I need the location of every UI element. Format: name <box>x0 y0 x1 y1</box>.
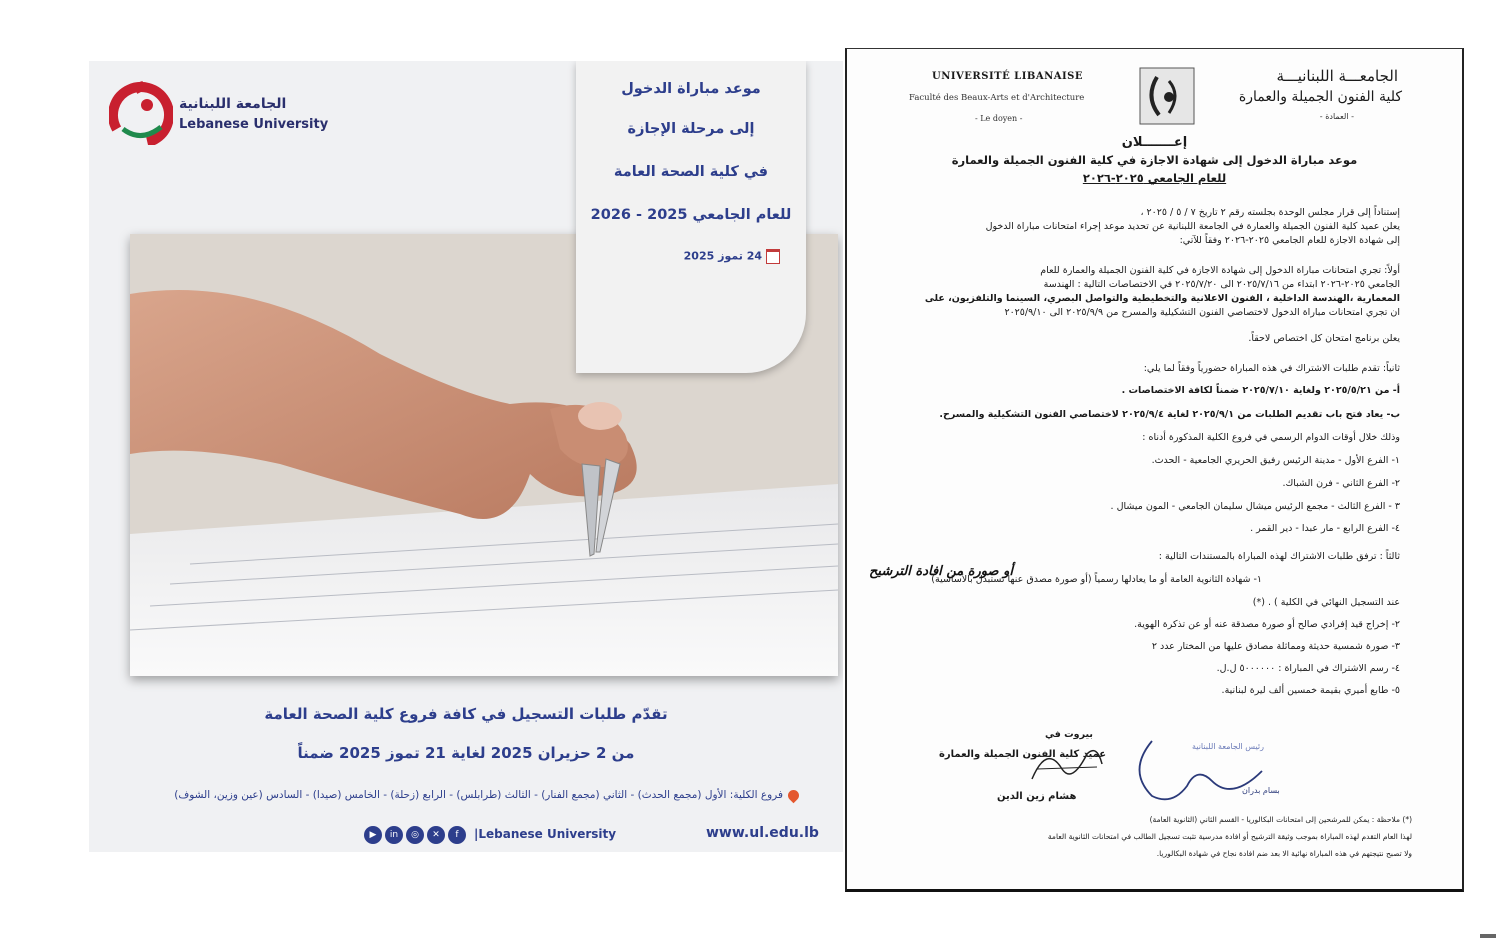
instagram-icon[interactable]: ◎ <box>406 826 424 844</box>
university-logo[interactable] <box>109 81 369 146</box>
header-faculty-ar: كلية الفنون الجميلة والعمارة <box>1238 89 1402 105</box>
intro-line-2: يعلن عميد كلية الفنون الجميلة والعمارة في الجامعة اللبنانية عن تحديد موعد إجراء امتحانات مباراة الدخول <box>985 221 1400 232</box>
first-line-2: الجامعي ٢٠٢٥-٢٠٢٦ ابتداء من ٢٠٢٥/٧/١٦ الى ٢٠٢٥/٧/٢٠ في الاختصاصات التالية : الهندسة <box>1043 279 1400 290</box>
third-line-2: ١- شهادة الثانوية العامة أو ما يعادلها رسمياً (أو صورة مصدق عنها تستبدل بالأساسية) <box>931 574 1262 585</box>
handwritten-note: أو صورة من افادة الترشيح <box>869 564 1013 579</box>
header-dean-ar: - العمادة - <box>1319 112 1354 121</box>
signature-name: هشام زين الدين <box>997 791 1077 802</box>
official-announcement-document <box>845 48 1464 892</box>
intro-line-3: إلى شهادة الاجازة للعام الجامعي ٢٠٢٥-٢٠٢٦ وفقاً للآتي: <box>1179 235 1400 246</box>
second-line-7: ٣ - الفرع الثالث - مجمع الرئيس ميشال سليمان الجامعي - المون ميشال . <box>1110 501 1400 512</box>
card-title-line-2: إلى مرحلة الإجازة <box>627 121 755 137</box>
header-faculty-fr: Faculté des Beaux-Arts et d'Architecture <box>909 93 1085 103</box>
branches-list <box>149 789 799 801</box>
second-line-3: ب- يعاد فتح باب تقديم الطلبات من ٢٠٢٥/٩/١ لغاية ٢٠٢٥/٩/٤ لاختصاصي الفنون التشكيلية والمسرح. <box>939 409 1400 420</box>
exam-date-text: 24 تموز 2025 <box>683 249 762 263</box>
second-line-8: ٤- الفرع الرابع - مار عبدا - دير القمر . <box>1250 523 1400 534</box>
location-pin-icon <box>786 787 802 803</box>
branches-text: فروع الكلية: الأول (مجمع الحدث) - الثاني (مجمع الفنار) - الثالث (طرابلس) - الرابع (زحلة) - الخامس (صيدا) - السادس (عين وزين، الشوف) <box>174 789 783 801</box>
subject-line-2: للعام الجامعي ٢٠٢٥-٢٠٢٦ <box>1082 171 1227 185</box>
third-line-7: ٥- طابع أميري بقيمة خمسين ألف ليرة لبنانية. <box>1221 685 1400 696</box>
x-twitter-icon[interactable]: ✕ <box>427 826 445 844</box>
exam-date <box>684 249 780 264</box>
registration-line-1: تقدّم طلبات التسجيل في كافة فروع كلية الصحة العامة <box>264 705 668 723</box>
third-line-3: عند التسجيل النهائي في الكلية ) . (*) <box>1252 597 1400 608</box>
dean-signature-icon <box>1027 739 1107 789</box>
first-line-4: ان تجري امتحانات مباراة الدخول لاختصاصي الفنون التشكيلية والمسرح من ٢٠٢٥/٩/٩ الى ٢٠٢٥/٩/١٠ <box>1004 307 1400 318</box>
calendar-icon <box>766 249 780 264</box>
first-line-3: المعمارية ،الهندسة الداخلية ، الفنون الاعلانية والتخطيطية والتواصل البصري، السينما والتلفزيون، على <box>924 293 1400 304</box>
third-line-6: ٤- رسم الاشتراك في المباراة : ٥٠٠٠٠٠٠ ل.ل. <box>1216 663 1400 674</box>
intro-line-1: إستناداً إلى قرار مجلس الوحدة بجلسته رقم ٢ تاريخ ٧ / ٥ / ٢٠٢٥ ، <box>1140 207 1400 218</box>
header-university-ar: الجامعـــة اللبنانيـــة <box>1276 67 1398 85</box>
president-stamp <box>1132 731 1322 815</box>
first-line-1: أولاً: تجري امتحانات مباراة الدخول إلى شهادة الاجازة في كلية الفنون الجميلة والعمارة للعام <box>1040 265 1400 276</box>
note-line-3: ولا تصبح نتيجتهم في هذه المباراة نهائية الا بعد ضم افادة نجاح في شهادة البكالوريا. <box>1156 849 1412 858</box>
card-title-line-3: في كلية الصحة العامة <box>613 164 769 180</box>
youtube-icon[interactable]: ▶ <box>364 826 382 844</box>
third-line-1: ثالثاً : ترفق طلبات الاشتراك لهذه المباراة بالمستندات التالية : <box>1158 551 1400 562</box>
card-title-line-4: للعام الجامعي 2025 - 2026 <box>590 207 792 223</box>
website-link[interactable]: www.ul.edu.lb <box>706 825 819 841</box>
registration-line-2: من 2 حزيران 2025 لغاية 21 تموز 2025 ضمناً <box>297 744 635 762</box>
second-line-6: ٢- الفرع الثاني - فرن الشباك. <box>1282 478 1400 489</box>
faculty-emblem-icon <box>1139 67 1195 125</box>
second-line-2: أ- من ٢٠٢٥/٥/٢١ ولغاية ٢٠٢٥/٧/١٠ ضمناً لكافة الاختصاصات . <box>1121 385 1400 396</box>
second-line-1: ثانياً: تقدم طلبات الاشتراك في هذه المباراة حضورياً وفقاً لما يلي: <box>1143 363 1400 374</box>
card-title-line-1: موعد مباراة الدخول <box>621 81 761 97</box>
facebook-icon[interactable]: f <box>448 826 466 844</box>
president-stamp-text: رئيس الجامعة اللبنانية <box>1192 742 1264 751</box>
note-line-1: (*) ملاحظة : يمكن للمرشحين إلى امتحانات البكالوريا - القسم الثاني (الثانوية العامة) <box>1149 815 1412 824</box>
first-line-5: يعلن برنامج امتحان كل اختصاص لاحقاً. <box>1248 333 1400 344</box>
announcement-title: إعـــــــلان <box>1121 135 1188 150</box>
signature-title: عميد كلية الفنون الجميلة والعمارة <box>939 749 1107 760</box>
subject-line-1: موعد مباراة الدخول إلى شهادة الاجازة في كلية الفنون الجميلة والعمارة <box>951 153 1358 167</box>
header-dean-fr: - Le doyen - <box>975 114 1023 123</box>
logo-name-english: Lebanese University <box>179 117 329 132</box>
university-emblem-icon <box>109 81 173 145</box>
president-signature-icon <box>1132 731 1322 811</box>
note-line-2: لهذا العام التقدم لهذه المباراة بموجب وثيقة الترشيح أو افادة مدرسية تثبت تسجيل الطالب في امتحانات الثانوية العامة <box>1047 832 1412 841</box>
president-name: بسام بدران <box>1242 786 1280 795</box>
social-handle: |Lebanese University <box>474 827 617 841</box>
second-line-5: ١- الفرع الأول - مدينة الرئيس رفيق الحريري الجامعية - الحدث. <box>1151 455 1400 466</box>
second-line-4: وذلك خلال أوقات الدوام الرسمي في فروع الكلية المذكورة أدناه : <box>1142 432 1400 443</box>
header-university-fr: UNIVERSITÉ LIBANAISE <box>932 71 1084 82</box>
signature-city: بيروت في <box>1045 729 1093 740</box>
title-card <box>576 61 806 373</box>
third-line-4: ٢- إخراج قيد إفرادي صالح أو صورة مصدقة عنه أو عن تذكرة الهوية. <box>1134 619 1400 630</box>
third-line-5: ٣- صورة شمسية حديثة ومماثلة مصادق عليها من المختار عدد ٢ <box>1151 641 1400 652</box>
logo-name-arabic: الجامعة اللبنانية <box>179 96 287 112</box>
corner-scroll-indicator <box>1480 934 1496 938</box>
linkedin-icon[interactable]: in <box>385 826 403 844</box>
announcement-poster <box>89 61 843 852</box>
